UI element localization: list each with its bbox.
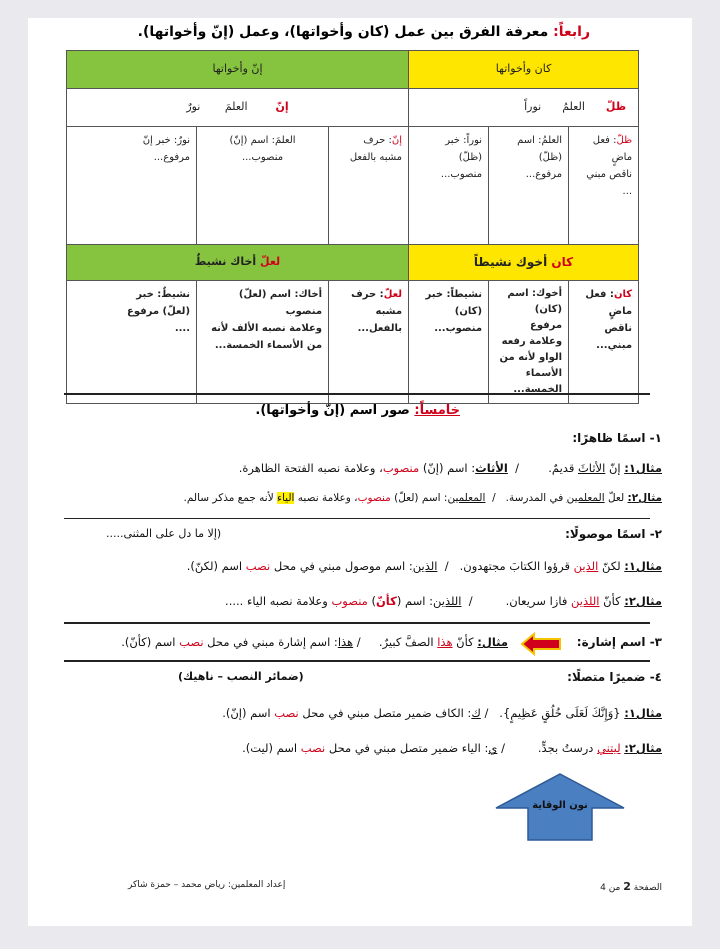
p2-note: (إلا ما دل على المثنى.....	[106, 527, 222, 540]
t2-cell-ism-laalla: أخاك: اسم (لعلّ) منصوب وعلامة نصبه الألف لأنه من الأسماء الخمسة...	[197, 281, 329, 404]
section4-label: رابعاً:	[553, 24, 590, 40]
prepared-by: إعداد المعلمين: رياض محمد – حمزة شاكر	[128, 880, 286, 890]
p2-example1: مثال١: لكنّ الذين قرؤوا الكتابَ مجتهدون. / الذين: اسم موصول مبني في محل نصب اسم (لكنّ).	[186, 559, 662, 573]
t1-cell-zalla: ظلّ: فعل ماضٍ ناقص مبني ...	[569, 127, 639, 245]
p3-example: مثال: كأنّ هذا الصفَّ كبيرٌ. / هذا: اسم إشارة مبني في محل نصب اسم (كأنّ).	[121, 635, 508, 649]
example-inna: إنّ العلمَ نورٌ	[67, 89, 409, 127]
document-page	[28, 18, 692, 926]
t1-cell-inna: إنّ: حرف مشبه بالفعل	[329, 127, 409, 245]
t2-cell-khabar-kana: نشيطاً: خبر (كان) منصوب...	[409, 281, 489, 404]
p4-example2: مثال٢: ليتني درستُ بجدٍّ. / ي: الياء ضمير متصل مبني في محل نصب اسم (ليت).	[242, 741, 662, 755]
section4-heading	[138, 24, 590, 40]
t1-cell-ism-inna: العلمَ: اسم (إنّ) منصوب...	[197, 127, 329, 245]
t1-cell-khabar-zalla: نوراً: خبر (ظلّ) منصوب...	[409, 127, 489, 245]
divider-p3	[64, 660, 650, 662]
p4-example1: مثال١: {وَإِنَّكَ لَعَلَى خُلُقٍ عَظِيمٍ}. / ك: الكاف ضمير متصل مبني في محل نصب اسم (إنّ).	[222, 706, 662, 720]
section-divider	[64, 393, 650, 395]
section5-heading	[255, 403, 460, 418]
example-kana: ظلّ العلمُ نوراً	[409, 89, 639, 127]
header-kana: كان وأخواتها	[409, 51, 639, 89]
comparison-table-2	[66, 244, 639, 404]
p1-example1: مثال١: إنّ الأثاثَ قديمٌ. / الأثاث: اسم (إنّ) منصوب، وعلامة نصبه الفتحة الظاهرة.	[238, 461, 662, 475]
t2-cell-laalla: لعلّ: حرف مشبه بالفعل...	[329, 281, 409, 404]
p4-note: (ضمائر النصب – ناهيك)	[178, 670, 304, 683]
t1-cell-khabar-inna: نورٌ: خبر إنّ مرفوع...	[67, 127, 197, 245]
t2-cell-kana: كان: فعل ماضٍ ناقص مبني...	[569, 281, 639, 404]
header-kana-example: كان أخوك نشيطاً	[409, 245, 639, 281]
arrow-label: نون الوقاية	[532, 800, 588, 811]
page-number: الصفحة 2 من 4	[600, 880, 662, 893]
t2-cell-khabar-laalla: نشيطٌ: خبر (لعلّ) مرفوع ....	[67, 281, 197, 404]
t1-cell-ism-zalla: العلمُ: اسم (ظلّ) مرفوع...	[489, 127, 569, 245]
left-arrow-icon	[520, 632, 562, 656]
divider-p1	[64, 518, 650, 519]
p2-example2: مثال٢: كأنّ اللذين فازا سريعان. / اللذين: اسم (كأنّ) منصوب وعلامة نصبه الياء .....	[225, 594, 662, 608]
p3-heading: ٣- اسم إشارة:	[576, 635, 662, 649]
section4-title: معرفة الفرق بين عمل (كان وأخواتها)، وعمل (إنّ وأخواتها).	[137, 24, 549, 40]
p2-heading: ٢- اسمًا موصولًا:	[565, 527, 662, 541]
header-inna-example: لعلّ أخاك نشيطٌ	[67, 245, 409, 281]
t2-cell-ism-kana: أخوك: اسم (كان) مرفوع وعلامة رفعه الواو لأنه من الأسماء الخمسة...	[489, 281, 569, 404]
section5-title: صور اسم (إنّ وأخواتها).	[255, 403, 410, 418]
p4-heading: ٤- ضميرًا متصلًا:	[567, 670, 662, 684]
divider-p2	[64, 622, 650, 624]
p1-heading: ١- اسمًا ظاهرًا:	[572, 431, 662, 445]
section5-label: خامساً:	[414, 403, 460, 418]
comparison-table-1	[66, 50, 639, 245]
p1-example2: مثال٢: لعلّ المعلمين في المدرسة. / المعلمين: اسم (لعلّ) منصوب، وعلامة نصبه الياء لأنه جمع مذكر سالم.	[183, 492, 662, 504]
header-inna: إنّ وأخواتها	[67, 51, 409, 89]
